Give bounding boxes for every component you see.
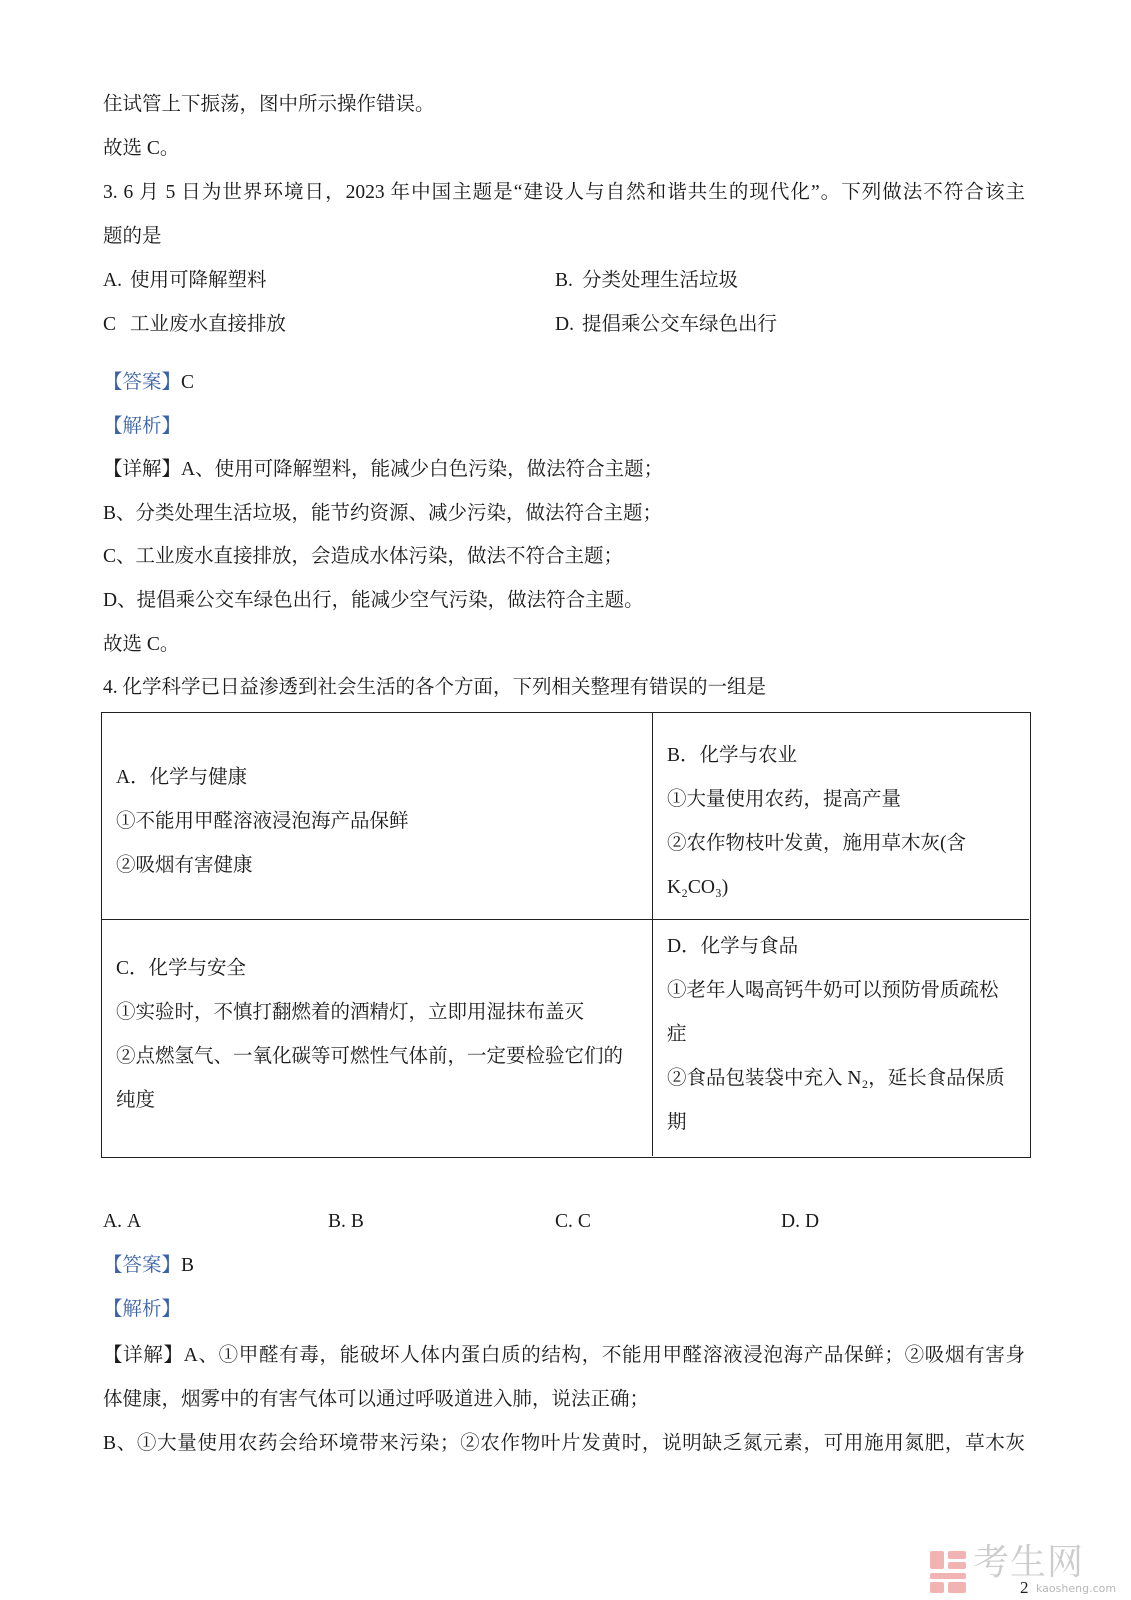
- table-cell-b: [653, 713, 1029, 920]
- cell-line: ②农作物枝叶发黄，施用草木灰(含: [667, 833, 966, 854]
- options-row: [103, 303, 1031, 347]
- cell-line: ①不能用甲醛溶液浸泡海产品保鲜: [116, 811, 409, 832]
- option-label: D.: [781, 1211, 800, 1232]
- watermark-name: 考生网: [973, 1542, 1085, 1583]
- option-label: C: [103, 314, 117, 335]
- page-section-top: [103, 83, 1031, 347]
- page-section-bottom: [103, 1200, 1031, 1466]
- option-b: [555, 259, 738, 303]
- answer-line: [103, 1244, 1031, 1288]
- option-label: D.: [555, 314, 574, 335]
- answer-label: 【答案】: [103, 372, 182, 393]
- option-label: A.: [103, 270, 122, 291]
- cell-title: D．化学与食品: [667, 936, 799, 957]
- cell-line: ②食品包装袋中充入 N₂，延长食品保质: [667, 1068, 1005, 1089]
- option-c: [103, 303, 286, 347]
- analysis-label: 【解析】: [103, 415, 182, 437]
- cell-line: 症: [667, 1024, 687, 1045]
- cell-line: K₂CO₃): [667, 877, 729, 898]
- cell-line: ①老年人喝高钙牛奶可以预防骨质疏松: [667, 980, 999, 1001]
- option-d: [781, 1200, 819, 1244]
- cell-line: ①实验时，不慎打翻燃着的酒精灯，立即用湿抹布盖灭: [116, 1002, 585, 1023]
- option-text: 提倡乘公交车绿色出行: [582, 314, 778, 335]
- question-stem-line: 4. 化学科学已日益渗透到社会生活的各个方面，下列相关整理有错误的一组是: [103, 677, 767, 699]
- detail-line: D、提倡乘公交车绿色出行，能减少空气污染，做法符合主题。: [103, 589, 644, 611]
- answer-label: 【答案】: [103, 1255, 182, 1276]
- option-a: [103, 1200, 141, 1244]
- cell-line: ②吸烟有害健康: [116, 855, 253, 876]
- page-section-middle: [103, 361, 1031, 710]
- table-cell-a: [102, 713, 653, 920]
- option-text: A: [126, 1211, 142, 1232]
- answer-value: B: [181, 1255, 195, 1276]
- cell-line: 期: [667, 1112, 687, 1133]
- cell-line: 纯度: [116, 1090, 156, 1111]
- option-b: [328, 1200, 364, 1244]
- detail-line: B、①大量使用农药会给环境带来污染；②农作物叶片发黄时，说明缺乏氮元素，可用施用氮肥，草木灰: [103, 1433, 1025, 1454]
- table-cell-c: [102, 920, 653, 1156]
- option-a: [103, 259, 267, 303]
- cell-line: ②点燃氢气、一氧化碳等可燃性气体前，一定要检验它们的: [116, 1046, 624, 1067]
- detail-line: 【详解】A、①甲醛有毒，能破坏人体内蛋白质的结构，不能用甲醛溶液浸泡海产品保鲜；②吸烟有害身: [103, 1345, 1025, 1366]
- option-text: 工业废水直接排放: [130, 314, 287, 335]
- question-stem-line: 题的是: [103, 226, 162, 247]
- cell-line: ①大量使用农药，提高产量: [667, 789, 902, 810]
- detail-line: C、工业废水直接排放，会造成水体污染，做法不符合主题；: [103, 546, 624, 568]
- option-label: A.: [103, 1211, 122, 1232]
- option-d: [555, 303, 777, 347]
- answer-line: [103, 361, 1031, 405]
- q4-table: [101, 712, 1031, 1158]
- option-label: B.: [555, 270, 573, 291]
- option-c: [555, 1200, 591, 1244]
- options-row: [103, 1200, 1031, 1244]
- question-stem-line: 3. 6 月 5 日为世界环境日，2023 年中国主题是“建设人与自然和谐共生的现代化”。下列做法不符合该主: [103, 182, 1025, 203]
- options-row: [103, 259, 1031, 303]
- table-cell-d: [653, 920, 1029, 1156]
- option-text: 使用可降解塑料: [130, 270, 267, 291]
- conclusion-line: 故选 C。: [103, 138, 180, 159]
- cell-title: C．化学与安全: [116, 958, 247, 979]
- option-text: C: [577, 1211, 591, 1232]
- cell-title: B．化学与农业: [667, 745, 798, 766]
- watermark-domain: kaosheng.com: [1036, 1582, 1117, 1595]
- detail-line: B、分类处理生活垃圾，能节约资源、减少污染，做法符合主题；: [103, 502, 663, 524]
- conclusion-line: 故选 C。: [103, 633, 180, 655]
- text-line: 住试管上下振荡，图中所示操作错误。: [103, 94, 435, 115]
- option-label: C.: [555, 1211, 573, 1232]
- option-text: 分类处理生活垃圾: [582, 270, 739, 291]
- analysis-label: 【解析】: [103, 1299, 182, 1320]
- page-number: 2: [1020, 1578, 1029, 1597]
- answer-value: C: [181, 372, 195, 393]
- option-text: D: [804, 1211, 820, 1232]
- cell-title: A．化学与健康: [116, 767, 248, 788]
- kaosheng-logo-icon: [928, 1549, 968, 1595]
- detail-line: 【详解】A、使用可降解塑料，能减少白色污染，做法符合主题；: [103, 459, 664, 481]
- detail-line: 体健康，烟雾中的有害气体可以通过呼吸道进入肺，说法正确；: [103, 1389, 650, 1410]
- option-label: B.: [328, 1211, 346, 1232]
- option-text: B: [350, 1211, 364, 1232]
